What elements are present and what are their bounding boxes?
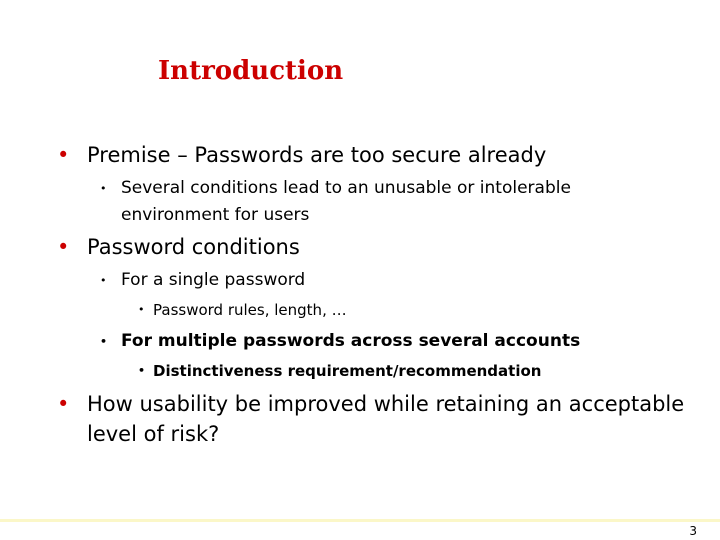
bullet-dot: • — [57, 235, 70, 259]
bullet-text: How usability be improved while retaining an acceptable level of risk? — [87, 392, 685, 446]
bullet-password-conditions — [57, 232, 677, 262]
bullet-text: Premise – Passwords are too secure already — [87, 143, 547, 167]
bullet-text: For multiple passwords across several accounts — [121, 331, 581, 351]
page-number: 3 — [689, 524, 697, 538]
slide-title: Introduction — [158, 56, 344, 86]
bullet-dot: • — [138, 303, 145, 316]
bullet-dot: • — [100, 335, 108, 348]
footer-divider — [0, 519, 720, 522]
bullet-premise — [57, 140, 677, 170]
sub-bullet-single-password — [100, 267, 660, 294]
sub-bullet-conditions — [100, 175, 660, 229]
bullet-dot: • — [138, 364, 146, 377]
bullet-dot: • — [100, 274, 107, 287]
bullet-usability — [57, 389, 697, 449]
bullet-text: Password conditions — [87, 235, 300, 259]
bullet-dot: • — [57, 392, 70, 416]
bullet-text: Password rules, length, … — [153, 301, 347, 319]
bullet-text: Distinctiveness requirement/recommendation — [153, 362, 542, 380]
bullet-dot: • — [100, 182, 107, 195]
bullet-dot: • — [57, 143, 70, 167]
bullet-text: Several conditions lead to an unusable or intolerable environment for users — [121, 178, 571, 225]
sub-bullet-multiple-passwords — [100, 328, 680, 355]
sub-sub-bullet-rules — [138, 298, 658, 322]
sub-sub-bullet-distinctiveness — [138, 359, 678, 383]
bullet-text: For a single password — [121, 270, 306, 290]
